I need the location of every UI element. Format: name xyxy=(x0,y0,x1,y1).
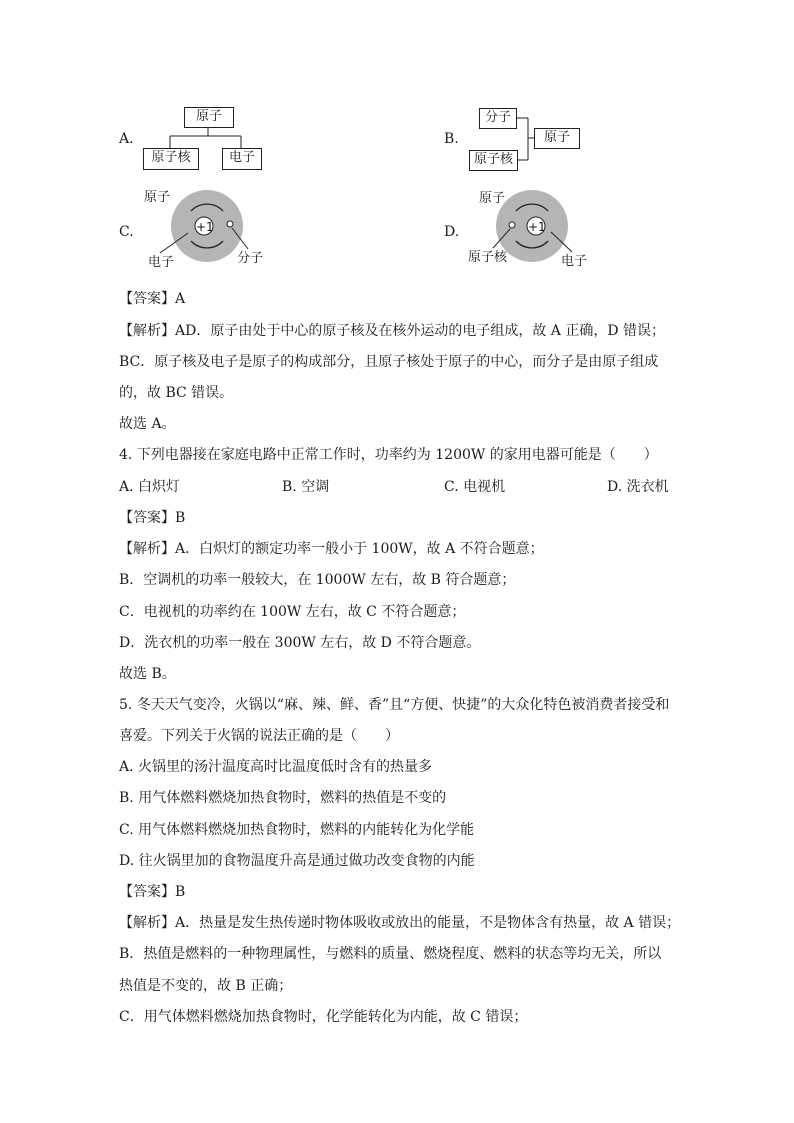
q4-option-a: A. 白炽灯 xyxy=(119,479,181,495)
q5-analysis-line-3: 热值是不变的，故 B 正确； xyxy=(119,978,293,994)
q4-answer: 【答案】B xyxy=(119,510,186,526)
q3-analysis-line-1: 【解析】AD．原子由处于中心的原子核及在核外运动的电子组成，故 A 正确，D 错误； xyxy=(119,323,666,339)
q4-option-c: C. 电视机 xyxy=(444,479,506,495)
q4-analysis-line-1: 【解析】A．白炽灯的额定功率一般小于 100W，故 A 不符合题意； xyxy=(119,541,544,557)
diagram-b-bottom-box: 原子核 xyxy=(469,150,518,171)
diagram-a-left-box: 原子核 xyxy=(143,148,199,170)
q4-analysis-line-3: C．电视机的功率约在 100W 左右，故 C 不符合题意； xyxy=(119,604,466,620)
q4-analysis-line-4: D．洗衣机的功率一般在 300W 左右，故 D 不符合题意。 xyxy=(119,635,481,651)
diagram-c-nucleus: +1 xyxy=(196,220,214,234)
q5-answer: 【答案】B xyxy=(119,884,186,900)
option-a-label: A. xyxy=(119,131,134,147)
q3-conclusion: 故选 A。 xyxy=(119,416,176,432)
q4-stem: 4. 下列电器接在家庭电路中正常工作时，功率约为 1200W 的家用电器可能是（ ） xyxy=(119,447,658,463)
diagram-b-top-box: 分子 xyxy=(479,108,517,129)
q3-analysis-line-2: BC．原子核及电子是原子的构成部分，且原子核处于原子的中心，而分子是由原子组成 xyxy=(119,354,659,370)
q4-option-b: B. 空调 xyxy=(282,479,330,495)
q5-analysis-line-1: 【解析】A．热量是发生热传递时物体吸收或放出的能量，不是物体含有热量，故 A 错误； xyxy=(119,915,681,931)
option-b-label: B. xyxy=(444,131,459,147)
diagram-d-caption: 原子 xyxy=(479,191,506,206)
q5-stem-line-2: 喜爱。下列关于火锅的说法正确的是（ ） xyxy=(119,728,399,744)
option-d-label: D. xyxy=(444,224,460,240)
diagram-c-caption: 原子 xyxy=(144,190,171,205)
diagram-a-top-box: 原子 xyxy=(184,107,234,128)
diagram-b-right-box: 原子 xyxy=(534,128,580,149)
diagram-d-label-right: 电子 xyxy=(561,254,588,269)
q5-option-c: C. 用气体燃料燃烧加热食物时，燃料的内能转化为化学能 xyxy=(119,822,475,838)
q5-stem-line-1: 5. 冬天天气变冷，火锅以“麻、辣、鲜、香”且“方便、快捷”的大众化特色被消费者接受和 xyxy=(119,697,670,713)
q5-option-b: B. 用气体燃料燃烧加热食物时，燃料的热值是不变的 xyxy=(119,790,447,806)
q5-analysis-line-4: C．用气体燃料燃烧加热食物时，化学能转化为内能，故 C 错误； xyxy=(119,1009,528,1025)
q4-conclusion: 故选 B。 xyxy=(119,666,176,682)
q3-analysis-line-3: 的，故 BC 错误。 xyxy=(119,385,234,401)
q5-option-a: A. 火锅里的汤汁温度高时比温度低时含有的热量多 xyxy=(119,759,433,775)
q3-answer: 【答案】A xyxy=(119,291,186,307)
diagram-c-label-left: 电子 xyxy=(148,255,175,270)
q4-option-d: D. 洗衣机 xyxy=(607,479,669,495)
diagram-c-label-right: 分子 xyxy=(237,251,264,266)
q4-analysis-line-2: B．空调机的功率一般较大，在 1000W 左右，故 B 符合题意； xyxy=(119,572,516,588)
q5-option-d: D. 往火锅里加的食物温度升高是通过做功改变食物的内能 xyxy=(119,853,475,869)
diagram-d-nucleus: +1 xyxy=(528,220,546,234)
option-c-label: C. xyxy=(119,224,134,240)
diagram-a-right-box: 电子 xyxy=(222,148,262,170)
diagram-d-label-left: 原子核 xyxy=(468,250,508,265)
q5-analysis-line-2: B．热值是燃料的一种物理属性，与燃料的质量、燃烧程度、燃料的状态等均无关，所以 xyxy=(119,946,662,962)
